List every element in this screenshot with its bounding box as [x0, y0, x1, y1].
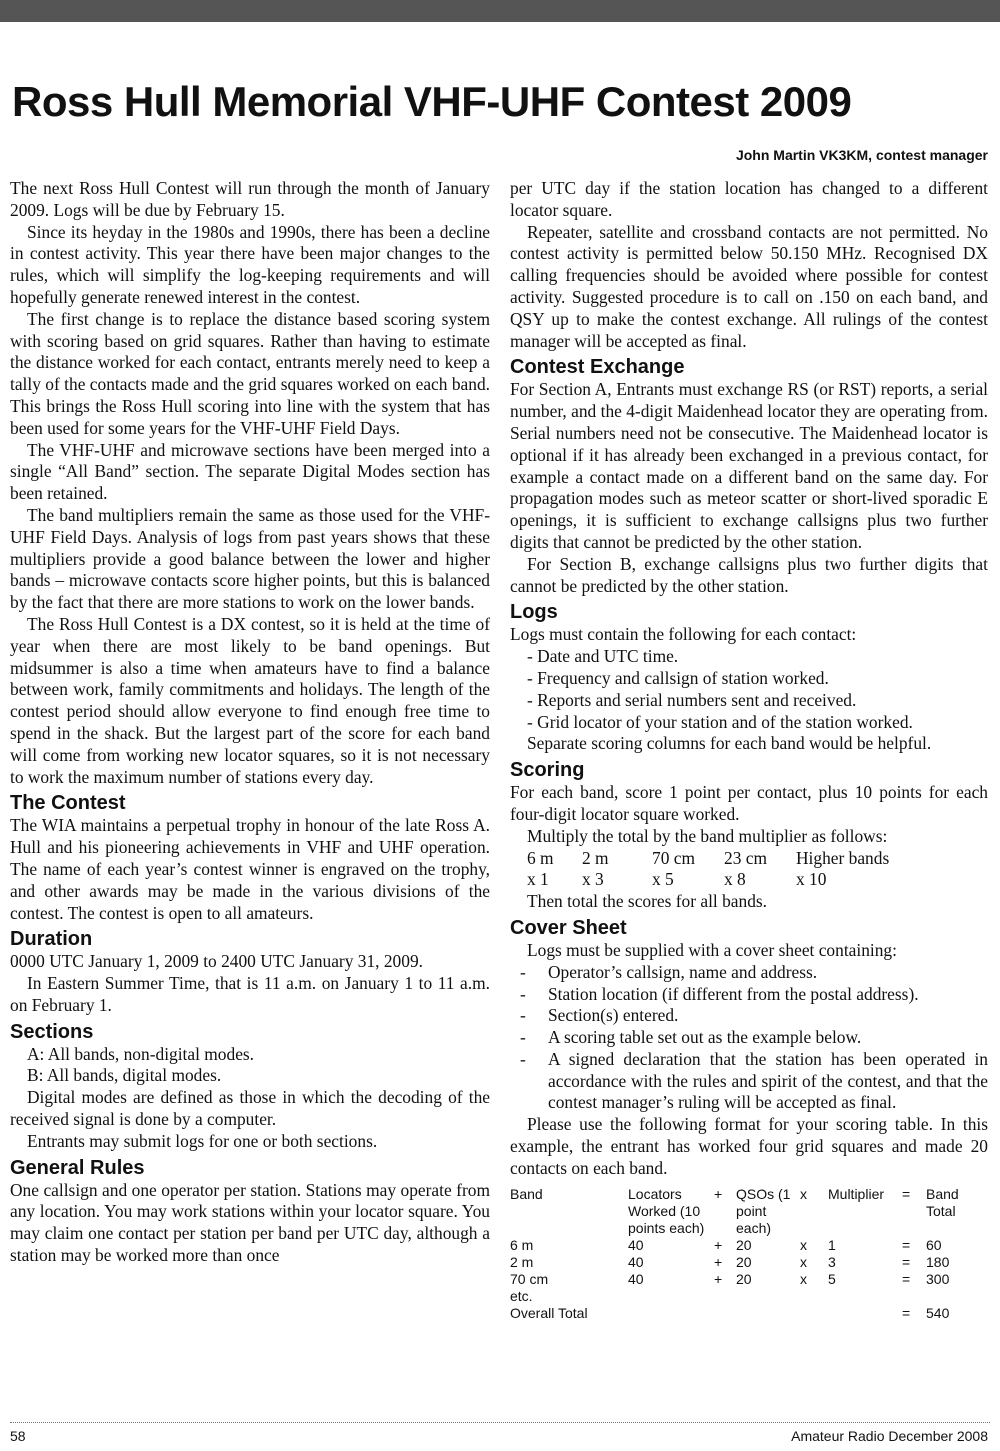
multiplier-band: 23 cm: [724, 847, 767, 868]
total-eq: =: [902, 1304, 911, 1321]
table-cell: +: [714, 1270, 723, 1287]
intro-paragraph: The band multipliers remain the same as those used for the VHF-UHF Field Days. Analysis of logs from past years shows that these multipliers provide a good balance between the lower and higher bands – microwave contacts score higher points, but this is balanced by the fact that there are more stations to work on the lower bands.: [10, 504, 490, 613]
table-total-row: [510, 1305, 988, 1322]
logs-intro: Logs must contain the following for each contact:: [510, 624, 857, 645]
logs-item: - Grid locator of your station and of the station worked.: [527, 711, 913, 732]
table-cell: [902, 1288, 926, 1305]
table-cell: [926, 1288, 988, 1305]
scoring-paragraph: Multiply the total by the band multiplier as follows:: [527, 825, 888, 846]
table-cell: =: [902, 1236, 911, 1253]
table-header: Band Total: [926, 1185, 959, 1219]
intro-paragraph: The next Ross Hull Contest will run through the month of January 2009. Logs will be due by February 15.: [10, 178, 490, 220]
multiplier-bands-row: [510, 848, 988, 870]
table-cell: 20: [736, 1236, 752, 1253]
multiplier-band: 70 cm: [652, 847, 695, 868]
table-cell: 40: [628, 1253, 644, 1270]
sections-paragraph: Digital modes are defined as those in which the decoding of the received signal is done by a computer.: [10, 1087, 490, 1130]
rules-continued: per UTC day if the station location has changed to a different locator square.: [510, 178, 988, 220]
heading-cover-sheet: Cover Sheet: [510, 916, 627, 939]
dash-bullet: -: [520, 1005, 526, 1026]
table-header: Band: [510, 1185, 543, 1202]
table-row: [510, 1288, 988, 1305]
cover-intro: Logs must be supplied with a cover sheet containing:: [527, 939, 897, 960]
intro-paragraph: The Ross Hull Contest is a DX contest, so it is held at the time of year when there are most likely to be band openings. But midsummer is also a time when amateurs have to find a balance between work, family commitments and holidays. The length of the contest period should allow everyone to find enough free time to spend in the shack. But the largest part of the score for each band will come from working new locator squares, so it is not necessary to work the maximum number of stations every day.: [10, 613, 490, 787]
article-title: Ross Hull Memorial VHF-UHF Contest 2009: [12, 78, 852, 125]
table-header: QSOs (1 point each): [736, 1185, 791, 1236]
table-cell: 1: [828, 1236, 836, 1253]
heading-general-rules: General Rules: [10, 1156, 145, 1179]
table-cell: 20: [736, 1253, 752, 1270]
table-header: +: [714, 1185, 723, 1202]
cover-item: [510, 1005, 988, 1027]
cover-item-text: Operator’s callsign, name and address.: [548, 961, 818, 982]
heading-scoring: Scoring: [510, 759, 585, 782]
exchange-paragraph: For Section A, Entrants must exchange RS (or RST) reports, a serial number, and the 4-digit Maidenhead locator they are operating from. Serial numbers need not be consecutive. The Maidenhead locator is optional if it has already been exchanged in a previous contact, for example a contact made on a different band on the same day. For propagation modes such as meteor scatter or short-lived sporadic E openings, it is sufficient to exchange callsigns plus two further digits that cannot be predicted by the other station.: [510, 379, 988, 552]
cover-item-text: Section(s) entered.: [548, 1005, 679, 1026]
table-cell: 40: [628, 1236, 644, 1253]
total-label: Overall Total: [510, 1304, 588, 1321]
heading-duration: Duration: [10, 928, 93, 951]
table-cell: =: [902, 1270, 911, 1287]
heading-contest-exchange: Contest Exchange: [510, 356, 685, 379]
table-cell: [628, 1288, 714, 1305]
table-row: [510, 1271, 988, 1288]
contest-paragraph: The WIA maintains a perpetual trophy in honour of the late Ross A. Hull and his pioneering achievements in VHF and UHF operation. The name of each year’s contest winner is engraved on the trophy, and other awards may be made in the various divisions of the contest. The contest is open to all amateurs.: [10, 815, 490, 923]
cover-item: [510, 1027, 988, 1049]
scoring-paragraph: Then total the scores for all bands.: [527, 891, 768, 912]
section-b: B: All bands, digital modes.: [27, 1065, 222, 1086]
table-cell: 3: [828, 1253, 836, 1270]
table-cell: 40: [628, 1270, 644, 1287]
duration-line: 0000 UTC January 1, 2009 to 2400 UTC January 31, 2009.: [10, 951, 423, 972]
multiplier-value: x 5: [652, 869, 674, 890]
cover-outro: Please use the following format for your scoring table. In this example, the entrant has worked four grid squares and made 20 contacts on each band.: [510, 1114, 988, 1178]
exchange-paragraph: For Section B, exchange callsigns plus two further digits that cannot be predicted by the other station.: [510, 553, 988, 596]
cover-item-text: A signed declaration that the station has been operated in accordance with the rules and spirit of the contest, and that the contest manager’s ruling will be accepted as final.: [548, 1048, 988, 1113]
table-cell: 20: [736, 1270, 752, 1287]
dash-bullet: -: [520, 1048, 526, 1069]
cover-item: [510, 1049, 988, 1114]
cover-item-text: Station location (if different from the postal address).: [548, 983, 919, 1004]
table-header-row: [510, 1186, 988, 1237]
table-cell: [736, 1288, 800, 1305]
dash-bullet: -: [520, 983, 526, 1004]
heading-logs: Logs: [510, 601, 558, 624]
table-cell: x: [800, 1236, 807, 1253]
rules-paragraph: One callsign and one operator per station. Stations may operate from any location. You may work stations within your locator square. You may claim one contact per station per band per UTC day, although a station may be worked more than once: [10, 1179, 490, 1266]
multiplier-band: 2 m: [582, 847, 609, 868]
table-cell: 300: [926, 1270, 950, 1287]
multiplier-band: 6 m: [527, 847, 554, 868]
table-cell: 6 m: [510, 1236, 534, 1253]
section-a: A: All bands, non-digital modes.: [27, 1043, 255, 1064]
multiplier-value: x 10: [796, 869, 827, 890]
heading-the-contest: The Contest: [10, 792, 126, 815]
intro-paragraph: Since its heyday in the 1980s and 1990s, there has been a decline in contest activity. This year there have been major changes to the rules, which will simplify the log-keeping requirements and will hopefully generate renewed interest in the contest.: [10, 221, 490, 307]
table-cell: 180: [926, 1253, 950, 1270]
logs-item: - Frequency and callsign of station worked.: [527, 667, 829, 688]
publication-name: Amateur Radio December 2008: [791, 1428, 988, 1444]
multiplier-values-row: [510, 869, 988, 891]
heading-sections: Sections: [10, 1020, 94, 1043]
table-cell: etc.: [510, 1287, 533, 1304]
rules-paragraph: Repeater, satellite and crossband contacts are not permitted. No contest activity is permitted below 50.150 MHz. Recognised DX calling frequencies should be avoided where possible for contest activity. Suggested procedure is to call on .150 on each band, and QSY up to make the contest exchange. All rulings of the contest manager will be accepted as final.: [510, 221, 988, 351]
table-cell: [714, 1288, 736, 1305]
duration-line: In Eastern Summer Time, that is 11 a.m. on January 1 to 11 a.m. on February 1.: [10, 973, 490, 1015]
table-header: Multiplier: [828, 1185, 885, 1202]
dash-bullet: -: [520, 1027, 526, 1048]
total-value: 540: [926, 1304, 950, 1321]
multiplier-band: Higher bands: [796, 847, 890, 868]
table-cell: +: [714, 1236, 723, 1253]
left-column: [10, 178, 490, 1267]
cover-item-text: A scoring table set out as the example below.: [548, 1027, 862, 1048]
table-cell: x: [800, 1270, 807, 1287]
footer-divider: [10, 1422, 990, 1423]
table-cell: [828, 1288, 902, 1305]
cover-item: [510, 984, 988, 1006]
scoring-paragraph: For each band, score 1 point per contact, plus 10 points for each four-digit locator square worked.: [510, 782, 988, 824]
logs-outro: Separate scoring columns for each band would be helpful.: [527, 733, 932, 754]
table-cell: +: [714, 1253, 723, 1270]
cover-item: [510, 962, 988, 984]
logs-item: - Date and UTC time.: [527, 646, 679, 667]
table-header: Locators Worked (10 points each): [628, 1185, 705, 1236]
multiplier-value: x 3: [582, 869, 604, 890]
table-cell: =: [902, 1253, 911, 1270]
table-cell: [800, 1288, 828, 1305]
table-header: x: [800, 1185, 807, 1202]
table-cell: x: [800, 1253, 807, 1270]
table-row: [510, 1254, 988, 1271]
table-cell: 5: [828, 1270, 836, 1287]
table-row: [510, 1237, 988, 1254]
page-number: 58: [10, 1428, 26, 1444]
top-edge-bar: [0, 0, 1000, 22]
intro-paragraph: The first change is to replace the distance based scoring system with scoring based on grid squares. Rather than having to estimate the distance worked for each contact, entrants merely need to keep a tally of the contacts made and the grid squares worked on each band. This brings the Ross Hull scoring into line with the system that has been used for some years for the VHF-UHF Field Days.: [10, 308, 490, 438]
table-header: =: [902, 1185, 911, 1202]
scoring-table: [510, 1186, 988, 1322]
intro-paragraph: The VHF-UHF and microwave sections have been merged into a single “All Band” section. The separate Digital Modes section has been retained.: [10, 439, 490, 504]
right-column: [510, 178, 988, 1322]
multiplier-value: x 1: [527, 869, 549, 890]
table-cell: 2 m: [510, 1253, 534, 1270]
logs-item: - Reports and serial numbers sent and received.: [527, 689, 857, 710]
table-cell: 60: [926, 1236, 942, 1253]
sections-paragraph: Entrants may submit logs for one or both sections.: [27, 1130, 378, 1151]
multiplier-value: x 8: [724, 869, 746, 890]
byline: John Martin VK3KM, contest manager: [735, 147, 988, 163]
dash-bullet: -: [520, 961, 526, 982]
table-cell: 70 cm: [510, 1270, 549, 1287]
